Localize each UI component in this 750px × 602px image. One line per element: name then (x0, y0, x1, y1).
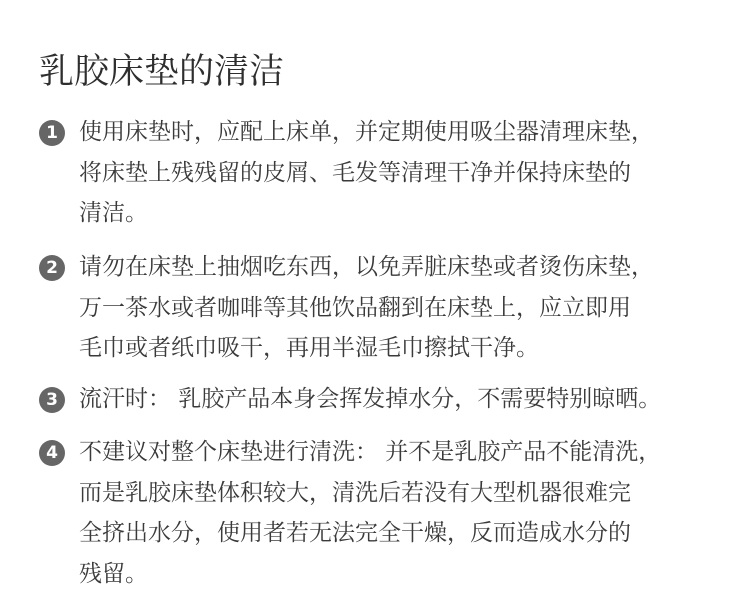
list-item (39, 112, 654, 234)
item-text-line: 残留。 (79, 560, 148, 587)
number-badge: 2 (39, 255, 65, 281)
item-text-line: 不建议对整个床垫进行清洗： 并不是乳胶产品不能清洗， (79, 439, 662, 465)
number-badge: 4 (39, 440, 65, 466)
list-item (39, 432, 661, 594)
item-text-line: 万一茶水或者咖啡等其他饮品翻到在床垫上，应立即用 (79, 294, 631, 321)
list-item (39, 247, 654, 369)
number-badge: 1 (39, 120, 65, 146)
item-text-line: 请勿在床垫上抽烟吃东西，以免弄脏床垫或者烫伤床垫， (79, 254, 654, 280)
page-title: 乳胶床垫的清洁 (39, 52, 285, 92)
item-text-line: 全挤出水分，使用者若无法完全干燥，反而造成水分的 (79, 520, 631, 546)
item-text-line: 使用床垫时，应配上床单，并定期使用吸尘器清理床垫， (79, 119, 654, 145)
item-text-line: 而是乳胶床垫体积较大，清洗后若没有大型机器很难完 (79, 479, 631, 506)
item-text-line: 流汗时： 乳胶产品本身会挥发掉水分，不需要特别晾晒。 (79, 386, 662, 412)
list-item (39, 379, 661, 420)
item-text-line: 毛巾或者纸巾吸干，再用半湿毛巾擦拭干净。 (79, 335, 539, 361)
item-text-line: 将床垫上残残留的皮屑、毛发等清理干净并保持床垫的 (79, 159, 631, 186)
number-badge: 3 (39, 387, 65, 413)
item-text-line: 清洁。 (79, 200, 148, 226)
